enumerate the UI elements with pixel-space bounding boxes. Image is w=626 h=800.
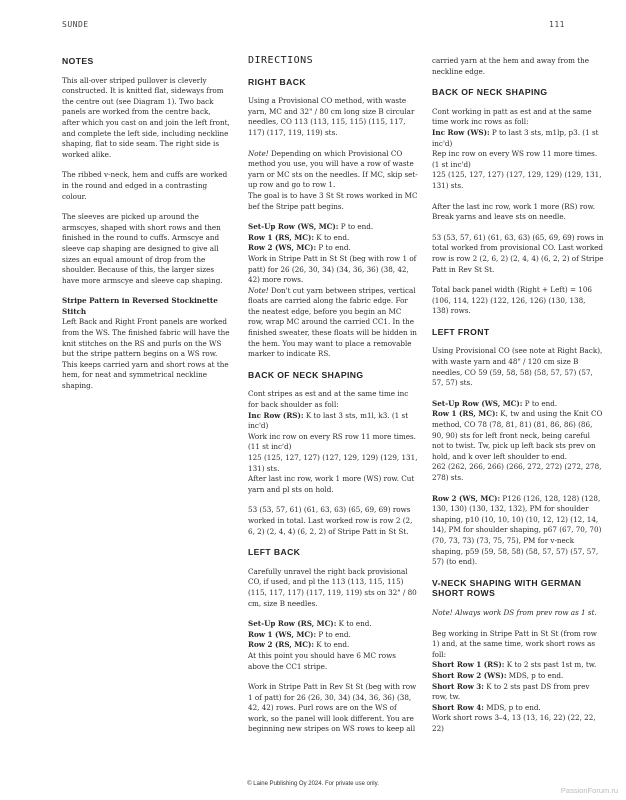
row-instructions — [432, 399, 604, 484]
row-text: K to end. — [314, 232, 350, 242]
section-heading-right-back: RIGHT BACK — [248, 76, 306, 87]
row-label: Set-Up Row (WS, MC): — [248, 222, 339, 232]
instruction-text: Cont working in patt as est and at the same time work inc rows as foll: — [432, 106, 592, 127]
stripe-pattern-text: Left Back and Right Front panels are worked from the WS. The finished fabric will have the knit stitches on the RS and purls on the WS but the stripe pattern begins on a WS row. This keeps carried yarn and short rows at the hem, for neat and symmetrical neckline shaping. — [62, 317, 230, 391]
row-text: P to end. — [316, 243, 351, 253]
stripe-pattern-paragraph — [62, 296, 230, 391]
row-instructions — [248, 619, 418, 672]
row-text: P126 (126, 128, 128) (128, 130, 130) (130, 132, 132), PM for shoulder shaping, p10 (10, 10, 10) (10, 12, 12) (12, 14, 14), PM for shoulder shaping, p67 (67, 70, 70) (70, 73, 73) (73, 75, 75), PM for v-neck shaping, p59 (59, 58, 58) (58, 57, 57) (57, 57, 57) (to end). — [432, 493, 602, 567]
row-instructions — [248, 222, 418, 360]
note-label: Note! — [248, 148, 269, 158]
section-heading-left-back: LEFT BACK — [248, 547, 301, 558]
note-paragraph — [248, 149, 418, 213]
row-label: Row 1 (WS, MC): — [248, 629, 317, 639]
note-text: Don't cut yarn between stripes, vertical floats are carried along the fabric edge. For the neatest edge, before you begin an MC row, wrap MC around the carried CC1. In the finished sweater, these floats will be hidden in the hem. You may want to place a removable marker to indicate RS. — [248, 285, 417, 359]
copyright-footer: © Laine Publishing Oy 2024. For private use only. — [247, 781, 379, 787]
row-instructions — [432, 494, 604, 568]
row-label: Set-Up Row (WS, MC): — [432, 398, 523, 408]
instruction-paragraph: 53 (53, 57, 61) (61, 63, 63) (65, 69, 69) rows worked in total. Last worked row is row 2 (2, 6, 2) (2, 4, 4) (6, 2, 2) of Stripe Patt in St St. — [248, 505, 413, 536]
row-label: Row 1 (RS, MC): — [432, 409, 499, 419]
directions-heading: DIRECTIONS — [248, 55, 314, 66]
instruction-paragraph: Carefully unravel the right back provisional CO, if used, and pl the 113 (113, 115, 115) (115, 117, 117) (117, 119, 119) sts on 32" / 80 cm, size B needles. — [248, 566, 417, 608]
row-label: Inc Row (RS): — [248, 410, 304, 420]
row-text: K to end. — [336, 619, 372, 629]
note-text: Always work DS from prev row as 1 st. — [452, 607, 597, 617]
instruction-paragraph: Using Provisional CO (see note at Right Back), with waste yarn and 48" / 120 cm size B needles, CO 59 (59, 58, 58) (58, 57, 57) (57, 57, 57) sts. — [432, 346, 603, 388]
row-label: Row 2 (WS, MC): — [248, 243, 317, 253]
row-text: P to end. — [522, 398, 558, 408]
row-text: MDS, p to end. — [506, 670, 564, 680]
stripe-pattern-label: Stripe Pattern in Reversed Stockinette Stitch — [62, 296, 218, 316]
row-text: K to 2 sts past 1st m, tw. — [504, 660, 597, 670]
row-label: Row 2 (RS, MC): — [248, 640, 315, 650]
notes-paragraph: This all-over striped pullover is cleverly constructed. It is knitted flat, sideways from the centre out (see Diagram 1). Two back panels are worked from the centre back, after which you cast on and join the left front, and complete the left side, including neckline shaping, flat to side seam. The right side is worked alike. — [62, 75, 230, 159]
notes-paragraph: The sleeves are picked up around the armscyes, shaped with short rows and then finished in the round to cuffs. Armscye and sleeve cap shaping are designed to give all sizes an equal amount of drop from the shoulder. Because of this, the larger sizes have more armscye and sleeve cap shaping. — [62, 212, 223, 285]
directions-column-continued — [432, 56, 604, 744]
section-heading-back-of-neck: BACK OF NECK SHAPING — [248, 369, 364, 380]
note-paragraph — [432, 608, 604, 619]
instruction-text: After last inc row, work 1 more (WS) row. Cut yarn and pl sts on hold. — [248, 474, 415, 494]
row-label: Row 1 (RS, MC): — [248, 232, 315, 242]
instruction-text: Beg working in Stripe Patt in St St (from row 1) and, at the same time, work short rows as foll: — [432, 628, 597, 659]
note-label: Note! — [432, 607, 453, 617]
row-label: Set-Up Row (RS, MC): — [248, 619, 337, 629]
row-label: Short Row 1 (RS): — [432, 660, 505, 670]
directions-column — [248, 56, 418, 745]
stitch-counts: 262 (262, 266, 266) (266, 272, 272) (272, 278, 278) sts. — [432, 462, 602, 482]
row-text: P to last 3 sts, m1lp, p3. (1 st inc'd) — [432, 127, 599, 148]
row-label: Row 2 (WS, MC): — [432, 493, 501, 503]
instruction-text: Cont stripes as est and at the same time inc for back shoulder as foll: — [248, 389, 409, 410]
stitch-counts: 125 (125, 127, 127) (127, 129, 129) (129, 131, 131) sts. — [248, 453, 418, 473]
stitch-counts: 125 (125, 127, 127) (127, 129, 129) (129, 131, 131) sts. — [432, 170, 602, 190]
instruction-text: At this point you should have 6 MC rows above the CC1 stripe. — [248, 650, 396, 671]
section-heading-left-front: LEFT FRONT — [432, 326, 490, 337]
continued-text: carried yarn at the hem and away from the neckline edge. — [432, 56, 589, 76]
goal-text: The goal is to have 3 St St rows worked in MC bef the Stripe patt begins. — [248, 190, 418, 211]
section-heading-back-of-neck: BACK OF NECK SHAPING — [432, 87, 548, 98]
row-instructions — [432, 629, 604, 735]
instruction-text: Work inc row on every RS row 11 more times. (11 st inc'd) — [248, 431, 416, 452]
note-label: Note! — [248, 285, 269, 295]
row-text: P to end. — [338, 222, 374, 232]
instruction-paragraph — [248, 389, 418, 495]
row-label: Short Row 4: — [432, 702, 484, 712]
note-text: Depending on which Provisional CO method you use, you will have a row of waste yarn or MC sts on the needles. If MC, skip set-up row and go to row 1. — [248, 148, 418, 190]
page-number: 111 — [549, 20, 565, 29]
running-header-title: SUNDE — [62, 20, 89, 29]
row-label: Short Row 3: — [432, 681, 484, 691]
row-text: P to end. — [316, 629, 351, 639]
instruction-text: Work short rows 3–4, 13 (13, 16, 22) (22, 22, 22) — [432, 713, 596, 733]
row-text: K to 2 sts past DS from prev row, tw. — [432, 681, 590, 702]
row-text: K, tw and using the Knit CO method, CO 78 (78, 81, 81) (81, 86, 86) (86, 90, 90) sts for left front neck, being careful not to twist. Tw, pick up left back sts prev on hold, and k over left shoulder to end. — [432, 409, 603, 461]
instruction-paragraph — [432, 107, 604, 192]
section-heading-v-neck: V-NECK SHAPING WITH GERMAN SHORT ROWS — [432, 577, 582, 599]
notes-paragraph: The ribbed v-neck, hem and cuffs are worked in the round and edged in a contrasting colour. — [62, 170, 228, 201]
instruction-paragraph: After the last inc row, work 1 more (RS) row. Break yarns and leave sts on needle. — [432, 201, 596, 222]
row-text: K to last 3 sts, m1l, k3. (1 st inc'd) — [248, 410, 409, 431]
row-label: Inc Row (WS): — [432, 127, 490, 137]
notes-heading: NOTES — [62, 56, 94, 66]
row-text: MDS, p to end. — [483, 702, 541, 712]
row-text: K to end. — [314, 640, 350, 650]
instruction-paragraph: Total back panel width (Right + Left) = 106 (106, 114, 122) (122, 126, 126) (130, 138, 138) rows. — [432, 285, 592, 316]
instruction-paragraph: 53 (53, 57, 61) (61, 63, 63) (65, 69, 69) rows in total worked from provisional CO. Last worked row is row 2 (2, 6, 2) (2, 4, 4) (6, 2, 2) of Stripe Patt in Rev St St. — [432, 232, 604, 274]
instruction-paragraph: Using a Provisional CO method, with waste yarn, MC and 32" / 80 cm long size B circular needles, CO 113 (113, 115, 115) (115, 117, 117) (117, 119, 119) sts. — [248, 96, 415, 137]
notes-column — [62, 56, 230, 402]
watermark: PassionForum.ru — [560, 786, 618, 795]
row-label: Short Row 2 (WS): — [432, 670, 507, 680]
instruction-paragraph: Work in Stripe Patt in Rev St St (beg with row 1 of patt) for 26 (26, 30, 34) (34, 36, 36) (38, 42, 42) rows. Purl rows are on the WS of work, so the panel will look different. You are beginning new stripes on WS rows to keep all — [248, 682, 417, 734]
work-text: Work in Stripe Patt in St St (beg with row 1 of patt) for 26 (26, 30, 34) (34, 36, 36) (38, 42, 42) more rows. — [248, 253, 417, 285]
instruction-text: Rep inc row on every WS row 11 more times. (1 st inc'd) — [432, 149, 598, 169]
